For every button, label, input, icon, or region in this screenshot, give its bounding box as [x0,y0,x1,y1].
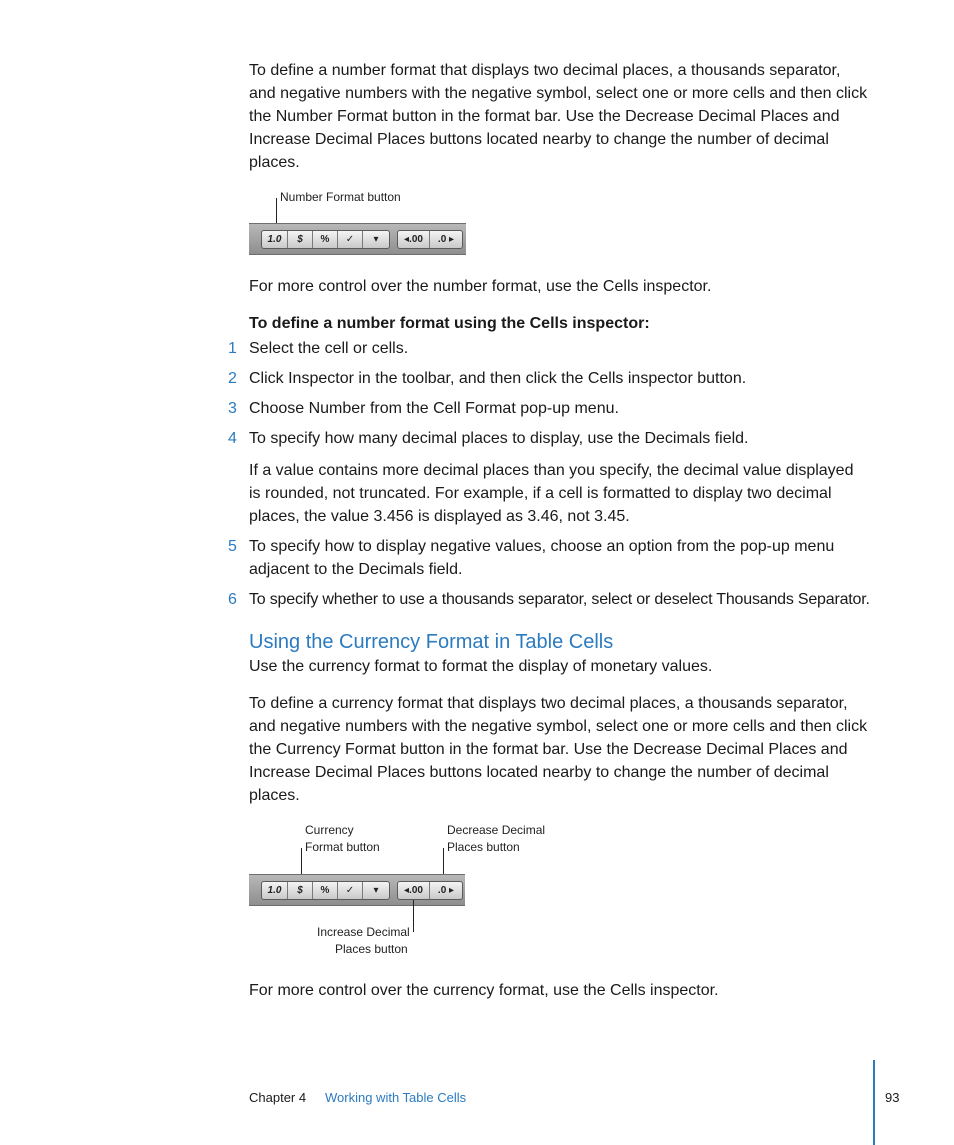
step-text: To specify how to display negative values, choose an option from the pop-up menu adjacent to the Decimals field. [249,538,835,578]
popup-menu-format-button[interactable]: ▾ [373,885,379,896]
decimal-button-group [397,230,463,249]
decrease-callout-line-1: Decrease Decimal [447,823,546,837]
increase-callout-leader [413,900,414,932]
format-button-group [261,230,390,249]
step-text: To specify how many decimal places to display, use the Decimals field. [249,430,749,447]
format-bar-figure-1 [249,223,466,255]
step-number: 3 [228,400,237,417]
decrease-callout-line-2: Places button [447,840,520,854]
format-bar-figure-2 [249,874,465,906]
currency-paragraph: To define a currency format that displays two decimal places, a thousands separator, and negative numbers with the negative symbol, select one or more cells and then click the Currency Format button in the format bar. Use the Decrease Decimal Places and Increase Decimal Places buttons located nearby to change the number of decimal places. [249,695,868,804]
section-heading: Using the Currency Format in Table Cells [249,631,614,653]
currency-callout-line-2: Format button [305,840,380,854]
decrease-decimal-button[interactable]: ◂.00 [398,231,430,248]
increase-callout-line-1: Increase Decimal [317,925,410,939]
percentage-format-button[interactable]: % [313,231,338,248]
increase-decimal-button[interactable]: .0 ▸ [437,885,455,896]
checkbox-format-button[interactable]: ✓ [338,231,363,248]
cells-inspector-paragraph: For more control over the number format, use the Cells inspector. [249,278,712,295]
number-format-button[interactable]: 1.0 [262,882,288,899]
step-text: To specify whether to use a thousands separator, select or deselect Thousands Separator. [249,591,870,608]
step-number: 4 [228,430,237,447]
number-format-button[interactable]: 1.0 [262,231,288,248]
popup-menu-format-button[interactable]: ▾ [373,234,379,245]
step-4-note: If a value contains more decimal places than you specify, the decimal value displayed is rounded, not truncated. For example, if a cell is formatted to display two decimal places, the value 3.456 is displayed as 3.46, not 3.45. [249,462,854,525]
task-heading: To define a number format using the Cells inspector: [249,315,650,332]
currency-format-button[interactable]: $ [288,231,313,248]
percentage-format-button[interactable]: % [313,882,338,899]
closing-paragraph: For more control over the currency format, use the Cells inspector. [249,982,719,999]
increase-callout-line-2: Places button [335,942,408,956]
currency-format-button[interactable]: $ [288,882,313,899]
section-intro: Use the currency format to format the display of monetary values. [249,658,713,675]
checkbox-format-button[interactable]: ✓ [338,882,363,899]
increase-decimal-button[interactable]: .0 ▸ [437,234,455,245]
decrease-decimal-button[interactable]: ◂.00 [398,882,430,899]
footer-divider [873,1060,875,1145]
step-text: Click Inspector in the toolbar, and then click the Cells inspector button. [249,370,747,387]
decimal-button-group [397,881,463,900]
page-number: 93 [885,1090,900,1105]
step-text: Choose Number from the Cell Format pop-up menu. [249,400,619,417]
step-text: Select the cell or cells. [249,340,409,357]
currency-callout-line-1: Currency [305,823,354,837]
step-number: 2 [228,370,237,387]
format-button-group [261,881,390,900]
intro-paragraph: To define a number format that displays two decimal places, a thousands separator, and negative numbers with the negative symbol, select one or more cells and then click the Number Format button in the format bar. Use the Decrease Decimal Places and Increase Decimal Places buttons located nearby to change the number of decimal places. [249,62,868,171]
footer-chapter: Chapter 4 [249,1090,307,1105]
step-number: 5 [228,538,237,555]
footer-chapter-title-link[interactable]: Working with Table Cells [325,1090,467,1105]
step-number: 1 [228,340,237,357]
number-format-callout: Number Format button [280,190,401,204]
step-number: 6 [228,591,237,608]
